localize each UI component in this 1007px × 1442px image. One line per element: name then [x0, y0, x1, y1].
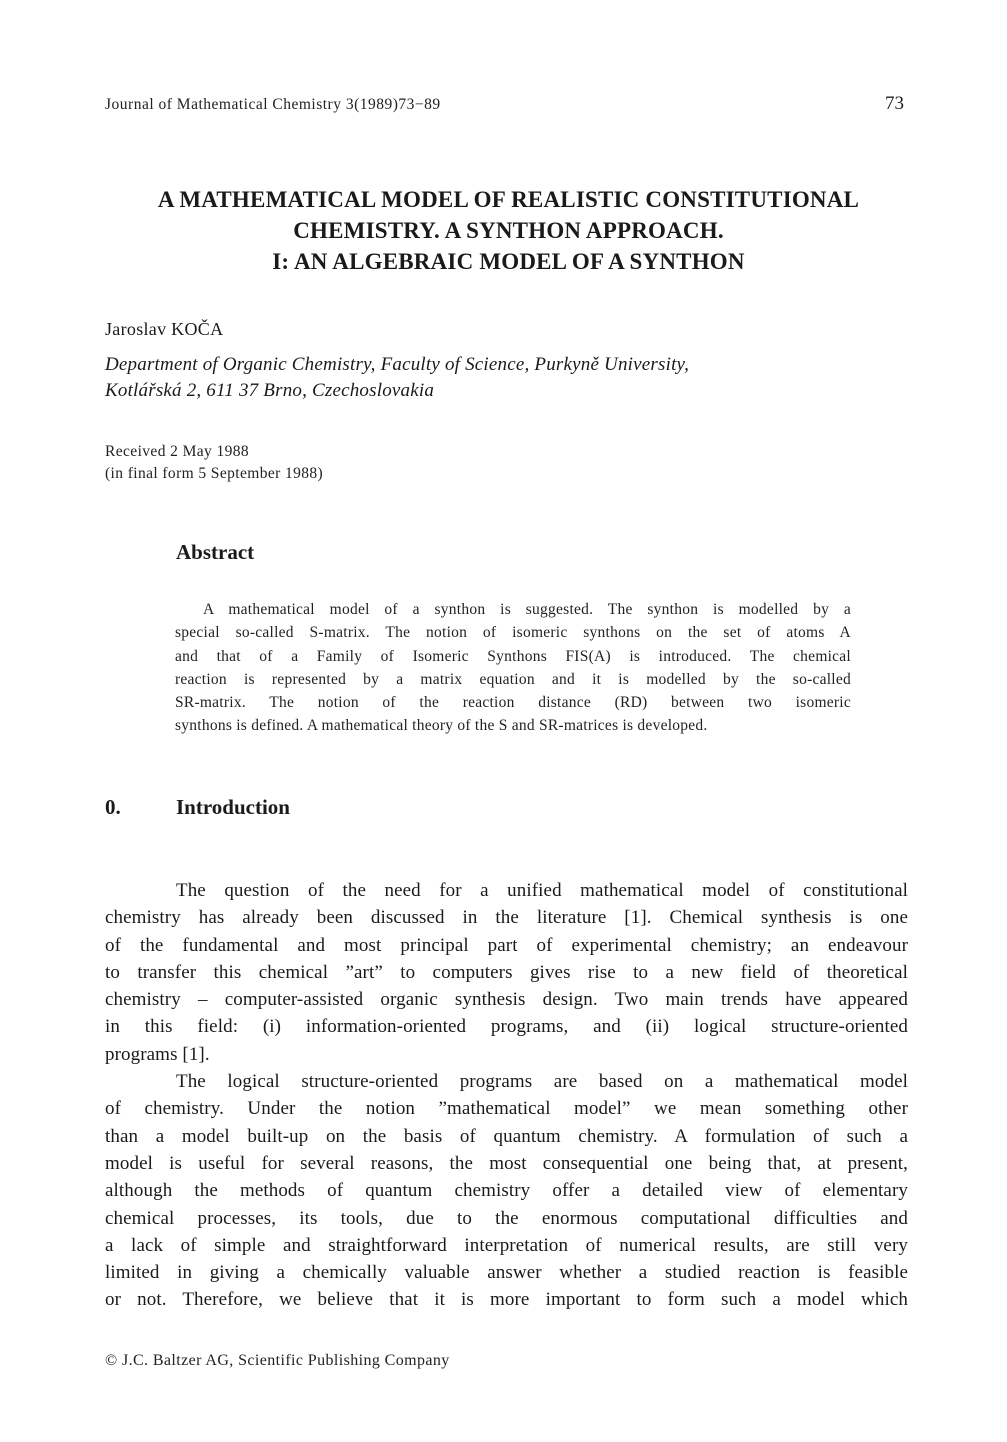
received-line: Received 2 May 1988 [105, 443, 250, 460]
intro-line: than a model built-up on the basis of quantum chemistry. A formulation of such a [105, 1125, 908, 1147]
abstract-line: reaction is represented by a matrix equation and it is modelled by the so-called [175, 670, 851, 688]
intro-line: chemistry has already been discussed in the literature [1]. Chemical synthesis is one [105, 907, 908, 929]
intro-line: limited in giving a chemically valuable answer whether a studied reaction is feasible [105, 1262, 908, 1284]
introduction-body [105, 877, 908, 1314]
received-line: (in final form 5 September 1988) [105, 465, 324, 482]
affiliation-line: Kotlářská 2, 611 37 Brno, Czechoslovakia [105, 380, 435, 401]
section-number: 0. [105, 795, 121, 819]
intro-line: or not. Therefore, we believe that it is more important to form such a model which [105, 1289, 908, 1311]
received-dates [105, 441, 323, 485]
intro-line: although the methods of quantum chemistry offer a detailed view of elementary [105, 1180, 908, 1202]
abstract-line: special so-called S-matrix. The notion of isomeric synthons on the set of atoms A [175, 624, 851, 642]
section-title: Introduction [176, 795, 290, 819]
section-heading [105, 795, 290, 820]
running-head: Journal of Mathematical Chemistry 3(1989)73−89 [105, 96, 441, 113]
intro-line: model is useful for several reasons, the most consequential one being that, at present, [105, 1152, 908, 1174]
title-line: I: AN ALGEBRAIC MODEL OF A SYNTHON [272, 249, 745, 274]
paper-title [105, 184, 912, 277]
abstract-heading: Abstract [176, 540, 255, 564]
page-number: 73 [885, 93, 904, 114]
copyright-footer: © J.C. Baltzer AG, Scientific Publishing Company [105, 1352, 450, 1369]
author-name: Jaroslav KOČA [105, 319, 224, 339]
abstract-body [175, 598, 851, 738]
intro-line: of chemistry. Under the notion ”mathematical model” we mean something other [105, 1098, 908, 1120]
affiliation-line: Department of Organic Chemistry, Faculty of Science, Purkyně University, [105, 354, 690, 375]
title-line: A MATHEMATICAL MODEL OF REALISTIC CONSTITUTIONAL [157, 187, 860, 212]
intro-line: programs [1]. [105, 1043, 210, 1065]
affiliation [105, 352, 689, 404]
intro-line: chemistry – computer-assisted organic synthesis design. Two main trends have appeared [105, 989, 908, 1011]
intro-line: in this field: (i) information-oriented programs, and (ii) logical structure-oriented [105, 1016, 908, 1038]
intro-line: of the fundamental and most principal part of experimental chemistry; an endeavour [105, 934, 908, 956]
intro-line: The logical structure-oriented programs are based on a mathematical model [176, 1071, 908, 1093]
intro-line: The question of the need for a unified mathematical model of constitutional [176, 880, 908, 901]
intro-line: a lack of simple and straightforward interpretation of numerical results, are still very [105, 1234, 908, 1256]
intro-line: to transfer this chemical ”art” to computers gives rise to a new field of theoretical [105, 961, 908, 983]
intro-line: chemical processes, its tools, due to the enormous computational difficulties and [105, 1207, 908, 1229]
abstract-line: synthons is defined. A mathematical theory of the S and SR-matrices is developed. [175, 717, 708, 735]
abstract-line: and that of a Family of Isomeric Synthons FIS(A) is introduced. The chemical [175, 647, 851, 665]
abstract-line: SR-matrix. The notion of the reaction distance (RD) between two isomeric [175, 694, 851, 712]
title-line: CHEMISTRY. A SYNTHON APPROACH. [293, 218, 724, 243]
abstract-line: A mathematical model of a synthon is suggested. The synthon is modelled by a [203, 601, 851, 618]
